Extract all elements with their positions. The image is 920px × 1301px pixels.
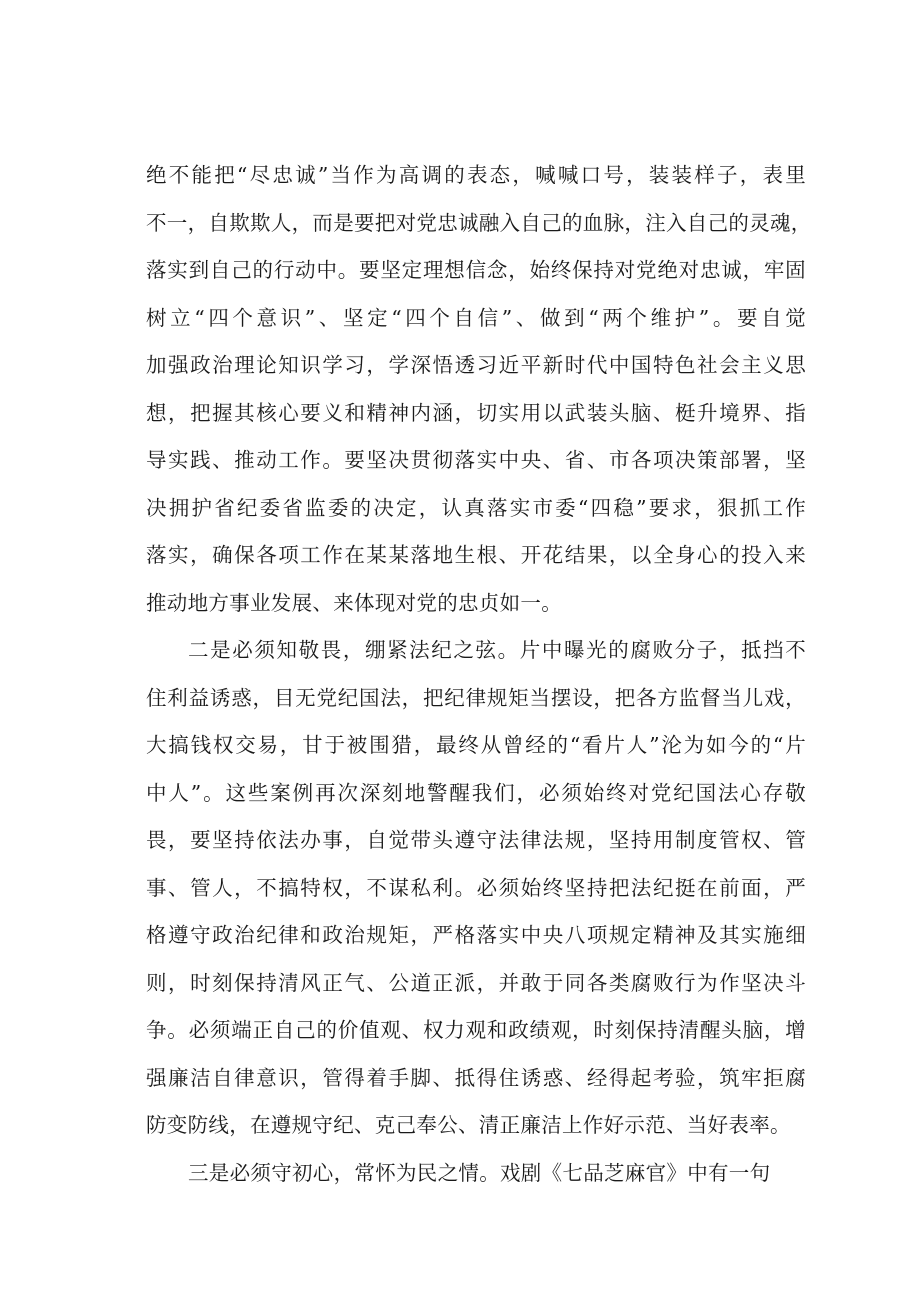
document-body: [146, 152, 812, 1197]
text-line: 争。必须端正自己的价值观、权力观和政绩观，时刻保持清醒头脑，增: [146, 1018, 806, 1042]
text-line: 防变防线，在遵规守纪、克己奉公、清正廉洁上作好示范、当好表率。: [146, 1113, 791, 1137]
text-line: 加强政治理论知识学习，学深悟透习近平新时代中国特色社会主义思: [146, 353, 806, 377]
text-line: 落实，确保各项工作在某某落地生根、开花结果，以全身心的投入来: [146, 543, 806, 567]
text-line: 大搞钱权交易，甘于被围猎，最终从曾经的“看片人”沦为如今的“片: [146, 733, 806, 757]
text-line: 绝不能把“尽忠诚”当作为高调的表态，喊喊口号，装装样子，表里: [146, 163, 806, 187]
text-line: 不一，自欺欺人，而是要把对党忠诚融入自己的血脉，注入自己的灵魂，: [146, 210, 812, 235]
text-line: 住利益诱惑，目无党纪国法，把纪律规矩当摆设，把各方监督当儿戏，: [146, 685, 806, 710]
paragraph-start-line: 二是必须知敬畏，绷紧法纪之弦。片中曝光的腐败分子，抵挡不: [188, 638, 806, 662]
text-line: 推动地方事业发展、来体现对党的忠贞如一。: [146, 590, 562, 615]
text-line: 强廉洁自律意识，管得着手脚、抵得住诱惑、经得起考验，筑牢拒腐: [146, 1065, 806, 1090]
text-line: 想，把握其核心要义和精神内涵，切实用以武装头脑、梃升境界、指: [146, 400, 806, 425]
text-line: 格遵守政治纪律和政治规矩，严格落实中央八项规定精神及其实施细: [146, 923, 806, 947]
text-line: 畏，要坚持依法办事，自觉带头遵守法律法规，坚持用制度管权、管: [146, 828, 806, 852]
text-line: 中人”。这些案例再次深刻地警醒我们，必须始终对党纪国法心存敬: [146, 780, 806, 805]
text-line: 树立“四个意识”、坚定“四个自信”、做到“两个维护”。要自觉: [146, 305, 806, 330]
text-line: 落实到自己的行动中。要坚定理想信念，始终保持对党绝对忠诚，牢固: [146, 258, 806, 282]
text-line: 事、管人，不搞特权，不谋私利。必须始终坚持把法纪挺在前面，严: [146, 875, 806, 900]
text-line: 决拥护省纪委省监委的决定，认真落实市委“四稳”要求，狠抓工作: [146, 495, 806, 520]
paragraph-start-line: 三是必须守初心，常怀为民之情。戏剧《七品芝麻官》中有一句: [188, 1160, 771, 1185]
text-line: 导实践、推动工作。要坚决贯彻落实中央、省、市各项决策部署，坚: [146, 448, 806, 472]
text-line: 则，时刻保持清风正气、公道正派，并敢于同各类腐败行为作坚决斗: [146, 970, 806, 995]
